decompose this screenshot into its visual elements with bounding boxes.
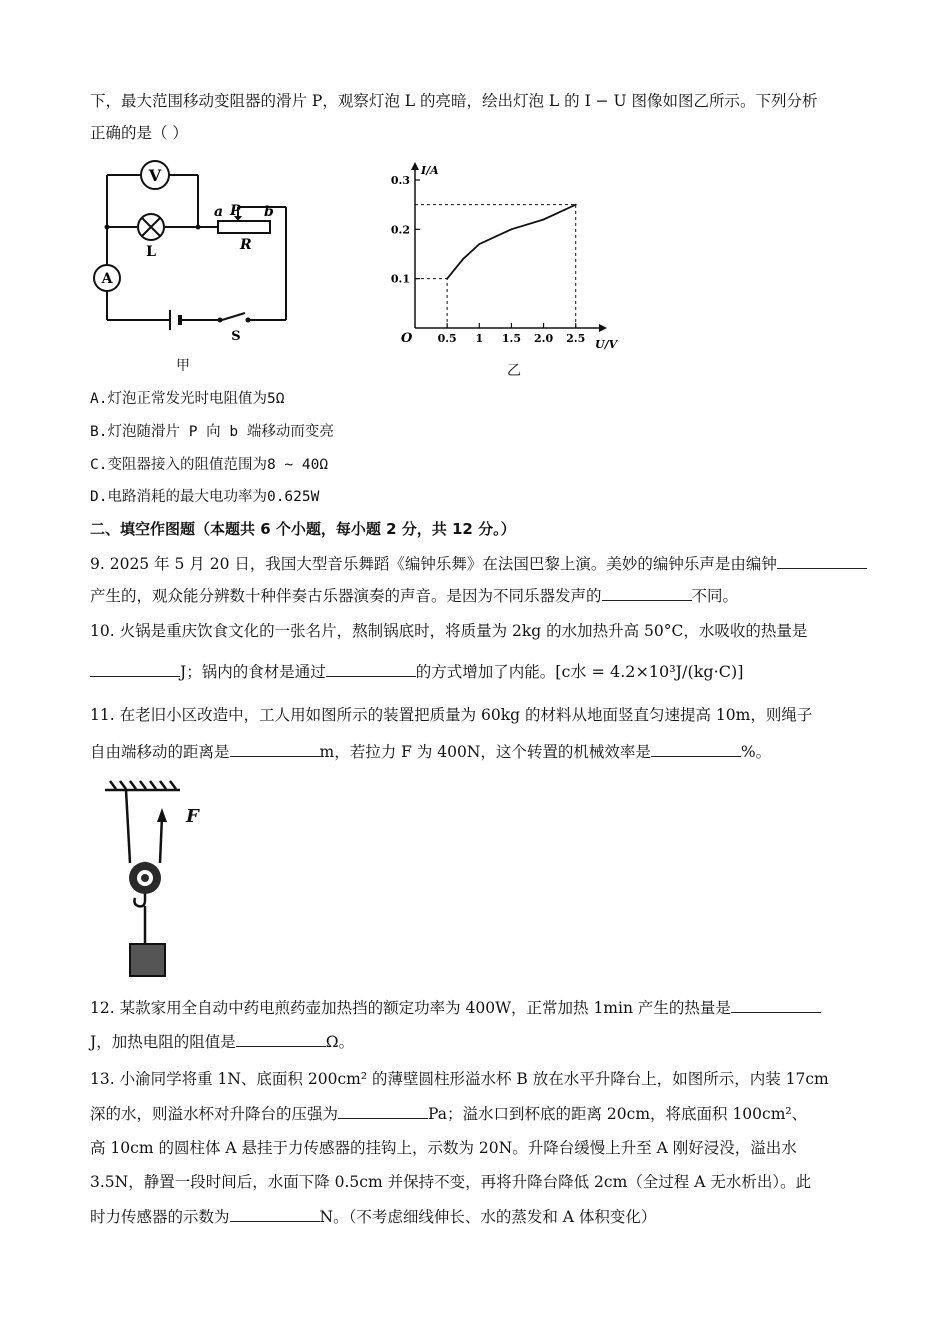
q8-stem-line2: 正确的是（ ） [90,124,188,142]
q10-line2 [90,660,743,683]
q10-line1: 10. 火锅是重庆饮食文化的一张名片，熬制锅底时，将质量为 2kg 的水加热升高 50°C，水吸收的热量是 [90,622,808,640]
force-f-label: F [186,806,199,827]
q12-line2 [90,1030,354,1053]
terminal-b-label: b [264,204,274,220]
q13-text2: Pa；溢水口到杯底的距离 20cm，将底面积 100cm²、 [428,1105,808,1123]
q9-line2 [90,584,738,607]
q12-blank2[interactable] [236,1030,326,1047]
q11-blank2[interactable] [651,740,741,757]
q10-text3: 的方式增加了内能。 [415,663,556,681]
q10-blank2[interactable] [326,660,416,677]
y-tick-label: 0.1 [390,272,410,286]
figure-jia-caption: 甲 [176,358,190,374]
battery [170,310,180,330]
circuit-diagram [90,150,310,344]
ammeter [94,265,120,291]
iu-guides [415,205,576,328]
force-arrow [157,808,167,822]
q13-text4: N。（不考虑细线伸长、水的蒸发和 A 体积变化） [319,1208,657,1226]
q13-line2 [90,1102,807,1125]
voltmeter [141,161,169,189]
q10-blank1[interactable] [90,660,180,677]
origin-label: O [401,331,413,346]
q12-blank1[interactable] [731,996,821,1013]
q8-stem-line1: 下，最大范围移动变阻器的滑片 P，观察灯泡 L 的亮暗，绘出灯泡 L 的 I − U 图像如图乙所示。下列分析 [90,92,818,110]
iu-marks [446,204,576,280]
iu-point [543,219,545,221]
load-block [130,944,165,976]
q9-line1 [90,552,867,575]
q13-blank2[interactable] [230,1205,320,1222]
x-tick-label: 1 [475,332,484,345]
q13-text3: 时力传感器的示数为 [90,1208,230,1226]
switch [218,318,251,345]
q13-blank1[interactable] [338,1102,428,1119]
lamp [138,214,164,260]
q12-line1 [90,996,821,1019]
x-tick-label: 2.0 [534,332,554,345]
figure-yi-caption: 乙 [507,363,521,379]
iu-labels [391,164,619,351]
q12-text3: Ω。 [325,1033,355,1051]
y-tick-label: 0.2 [390,223,410,237]
q13-line5 [90,1205,656,1228]
rheostat [214,203,274,253]
iu-axes [411,162,607,332]
ammeter-label: A [101,271,113,287]
x-axis-arrow [599,324,607,332]
q11-text1: 自由端移动的距离是 [90,743,230,761]
x-tick-label: 0.5 [437,332,457,345]
y-axis-arrow [411,162,419,170]
junction-dot [105,225,110,230]
q10-text2: J；锅内的食材是通过 [180,663,326,681]
q11-blank1[interactable] [230,740,320,757]
q11-text3: %。 [740,743,772,761]
iu-point [575,204,577,206]
q11-line2 [90,740,771,763]
q12-text1: 12. 某款家用全自动中药电煎药壶加热挡的额定功率为 400W，正常加热 1min 产生的热量是 [90,999,731,1017]
x-tick-label: 2.5 [566,332,586,345]
lamp-label: L [146,244,156,260]
slider-p-label: P [230,203,241,219]
junction-dot [196,225,201,230]
iu-curve [447,205,576,279]
y-tick-label: 0.3 [390,174,410,187]
option-c: C.变阻器接入的阻值范围为8 ~ 40Ω [90,457,329,473]
q13-text1: 深的水，则溢水杯对升降台的压强为 [90,1105,339,1123]
iu-chart [385,158,625,351]
option-d: D.电路消耗的最大电功率为0.625W [90,489,320,505]
pulley-diagram [100,778,220,983]
iu-point [446,278,448,280]
q11-line1: 11. 在老旧小区改造中，工人用如图所示的装置把质量为 60kg 的材料从地面竖直匀速提高 10m，则绳子 [90,706,813,724]
option-a: A.灯泡正常发光时电阻值为5Ω [90,391,285,407]
voltmeter-label: V [148,166,162,185]
q9-blank1[interactable] [777,552,867,569]
pulley-wheel [129,862,161,894]
x-axis-label: U/V [595,338,618,351]
iu-point [511,228,513,230]
iu-point [478,243,480,245]
q13-line4: 3.5N，静置一段时间后，水面下降 0.5cm 并保持不变，再将升降台降低 2cm（全过程 A 无水析出）。此 [90,1173,812,1191]
q9-blank2[interactable] [602,584,692,601]
switch-label: S [231,329,241,344]
y-axis-label: I/A [421,164,439,177]
q13-line3: 高 10cm 的圆柱体 A 悬挂于力传感器的挂钩上，示数为 20N。升降台缓慢上升至 A 刚好浸没，溢出水 [90,1139,797,1157]
q13-line1: 13. 小渝同学将重 1N、底面积 200cm² 的薄壁圆柱形溢水杯 B 放在水平升降台上，如图所示，内装 17cm [90,1070,829,1088]
q10-formula: [c水 = 4.2×10³J/(kg·C)] [555,662,744,681]
q9-text2: 产生的，观众能分辨数十种伴奏古乐器演奏的声音。是因为不同乐器发声的 [90,587,602,605]
x-tick-label: 1.5 [501,332,521,345]
q12-text2: J，加热电阻的阻值是 [90,1033,236,1051]
option-b: B.灯泡随滑片 P 向 b 端移动而变亮 [90,424,334,440]
q9-text1: 9. 2025 年 5 月 20 日，我国大型音乐舞蹈《编钟乐舞》在法国巴黎上演。美妙的编钟乐声是由编钟 [90,555,777,573]
resistor-r-label: R [240,237,252,253]
q9-text3: 不同。 [691,587,739,605]
iu-point [462,258,464,260]
section2-heading: 二、填空作图题（本题共 6 个小题，每小题 2 分，共 12 分。） [90,520,516,538]
terminal-a-label: a [214,204,224,220]
q11-text2: m，若拉力 F 为 400N，这个转置的机械效率是 [319,743,651,761]
